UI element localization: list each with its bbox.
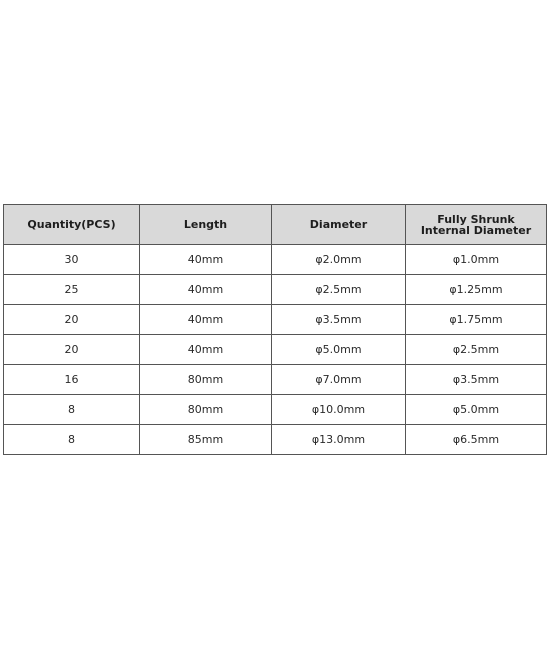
cell-shrunk-diameter: φ1.25mm: [406, 275, 547, 305]
cell-length: 85mm: [140, 425, 272, 455]
table-row: [4, 335, 547, 365]
table-row: [4, 275, 547, 305]
header-quantity-label: Quantity(PCS): [27, 218, 116, 231]
header-quantity: [4, 205, 140, 245]
cell-diameter: φ10.0mm: [272, 395, 406, 425]
header-diameter-label: Diameter: [309, 218, 368, 231]
cell-quantity: 30: [4, 245, 140, 275]
cell-quantity: 25: [4, 275, 140, 305]
cell-diameter: φ5.0mm: [272, 335, 406, 365]
cell-length: 40mm: [140, 305, 272, 335]
header-shrunk-line-1: Fully Shrunk: [437, 212, 515, 226]
cell-length: 40mm: [140, 245, 272, 275]
cell-diameter: φ2.0mm: [272, 245, 406, 275]
cell-diameter: φ2.5mm: [272, 275, 406, 305]
table-row: [4, 245, 547, 275]
table-header: [4, 205, 547, 245]
cell-shrunk-diameter: φ2.5mm: [406, 335, 547, 365]
header-shrunk-diameter: [406, 205, 547, 245]
cell-quantity: 16: [4, 365, 140, 395]
spec-table: [3, 204, 547, 455]
cell-quantity: 8: [4, 395, 140, 425]
cell-length: 40mm: [140, 335, 272, 365]
header-length-label: Length: [183, 218, 228, 231]
cell-shrunk-diameter: φ6.5mm: [406, 425, 547, 455]
cell-shrunk-diameter: φ1.75mm: [406, 305, 547, 335]
cell-length: 80mm: [140, 395, 272, 425]
cell-quantity: 20: [4, 305, 140, 335]
cell-shrunk-diameter: φ5.0mm: [406, 395, 547, 425]
cell-shrunk-diameter: φ3.5mm: [406, 365, 547, 395]
cell-length: 40mm: [140, 275, 272, 305]
table-row: [4, 395, 547, 425]
header-diameter: [272, 205, 406, 245]
table-body: [4, 245, 547, 455]
header-row: [4, 205, 547, 245]
table-row: [4, 425, 547, 455]
cell-quantity: 20: [4, 335, 140, 365]
table-row: [4, 365, 547, 395]
cell-diameter: φ13.0mm: [272, 425, 406, 455]
table-row: [4, 305, 547, 335]
cell-quantity: 8: [4, 425, 140, 455]
header-length: [140, 205, 272, 245]
cell-diameter: φ7.0mm: [272, 365, 406, 395]
cell-shrunk-diameter: φ1.0mm: [406, 245, 547, 275]
cell-length: 80mm: [140, 365, 272, 395]
cell-diameter: φ3.5mm: [272, 305, 406, 335]
header-shrunk-line-2: Internal Diameter: [420, 223, 532, 237]
